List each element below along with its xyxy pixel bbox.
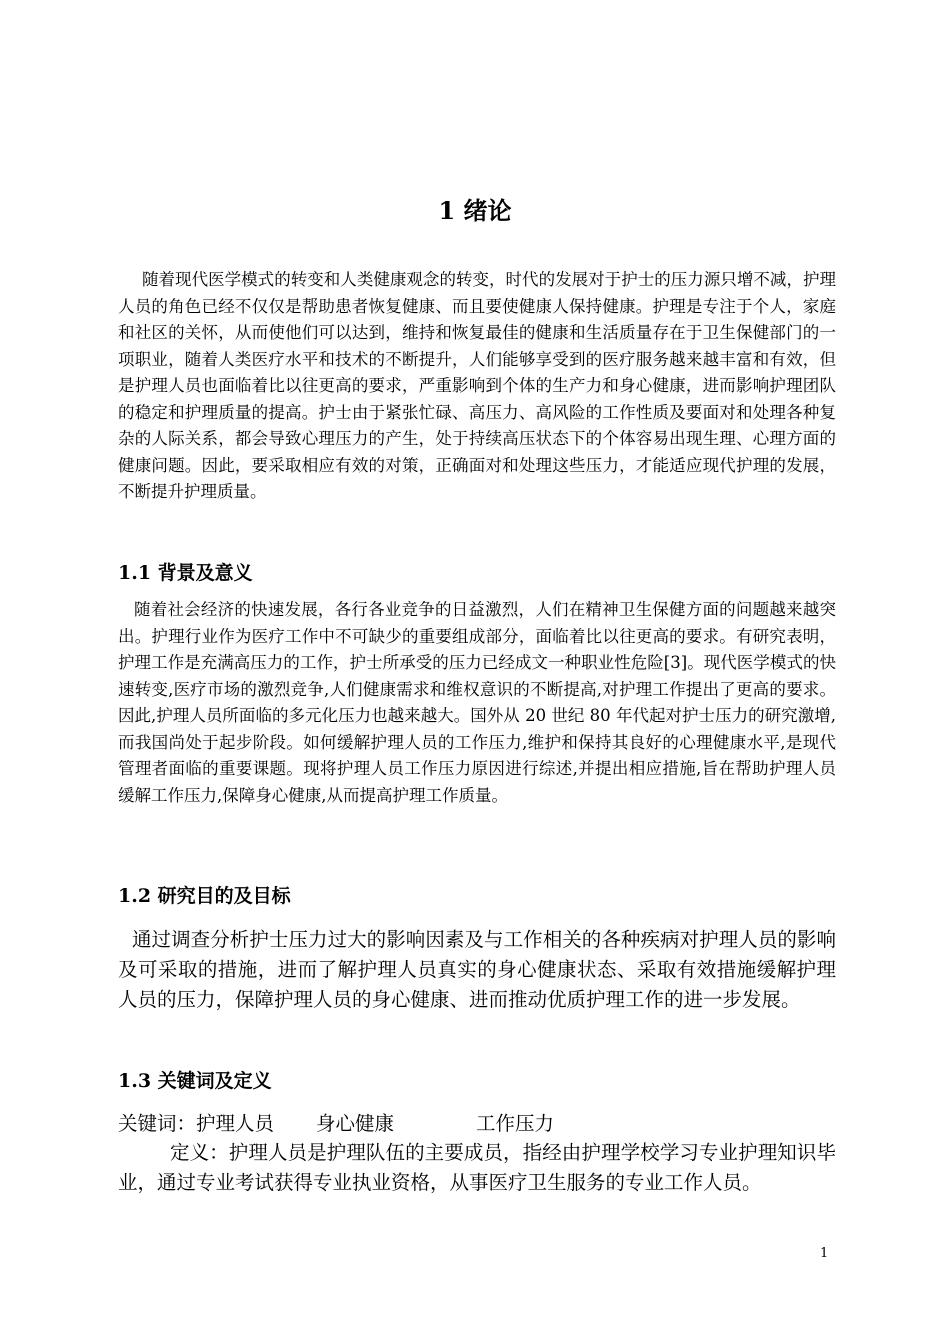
keyword-item: 护理人员 [196,1112,275,1135]
goals-paragraph: 通过调查分析护士压力过大的影响因素及与工作相关的各种疾病对护理人员的影响及可采取的措施，进而了解护理人员真实的身心健康状态、采取有效措施缓解护理人员的压力，保障护理人员的身心健康、进而推动优质护理工作的进一步发展。 [118,928,836,1011]
intro-paragraph: 随着现代医学模式的转变和人类健康观念的转变，时代的发展对于护士的压力源只增不减，护理人员的角色已经不仅仅是帮助患者恢复健康、而且要使健康人保持健康。护理是专注于个人，家庭和社区的关怀，从而使他们可以达到，维持和恢复最佳的健康和生活质量存在于卫生保健部门的一项职业，随着人类医疗水平和技术的不断提升，人们能够享受到的医疗服务越来越丰富和有效，但是护理人员也面临着比以往更高的要求，严重影响到个体的生产力和身心健康，进而影响护理团队的稳定和护理质量的提高。护士由于紧张忙碌、高压力、高风险的工作性质及要面对和处理各种复杂的人际关系，都会导致心理压力的产生，处于持续高压状态下的个体容易出现生理、心理方面的健康问题。因此，要采取相应有效的对策，正确面对和处理这些压力，才能适应现代护理的发展，不断提升护理质量。 [118,270,836,501]
background-paragraph: 随着社会经济的快速发展，各行各业竞争的日益激烈，人们在精神卫生保健方面的问题越来越突出。护理行业作为医疗工作中不可缺少的重要组成部分，面临着比以往更高的要求。有研究表明，护理工作是充满高压力的工作，护士所承受的压力已经成文一种职业性危险[3]。现代医学模式的快速转变,医疗市场的激烈竞争,人们健康需求和维权意识的不断提高,对护理工作提出了更高的要求。因此,护理人员所面临的多元化压力也越来越大。国外从 20 世纪 80 年代起对护士压力的研究激增,而我国尚处于起步阶段。如何缓解护理人员的工作压力,维护和保持其良好的心理健康水平,是现代管理者面临的重要课题。现将护理人员工作压力原因进行综述,并提出相应措施,旨在帮助护理人员缓解工作压力,保障身心健康,从而提高护理工作质量。 [118,600,836,805]
keyword-item: 工作压力 [476,1112,555,1135]
definition-paragraph: 定义：护理人员是护理队伍的主要成员，指经由护理学校学习专业护理知识毕业，通过专业考试获得专业执业资格，从事医疗卫生服务的专业工作人员。 [118,1141,836,1194]
section-heading-goals: 1.2 研究目的及目标 [118,885,291,907]
section-heading-background: 1.1 背景及意义 [118,562,253,584]
page-number: 1 [820,1246,829,1261]
chapter-title: 1 绪论 [438,196,512,225]
keywords-line [118,1109,554,1139]
section-heading-keywords: 1.3 关键词及定义 [118,1070,272,1092]
keywords-label: 关键词： [118,1112,197,1135]
keyword-item: 身心健康 [316,1112,395,1135]
